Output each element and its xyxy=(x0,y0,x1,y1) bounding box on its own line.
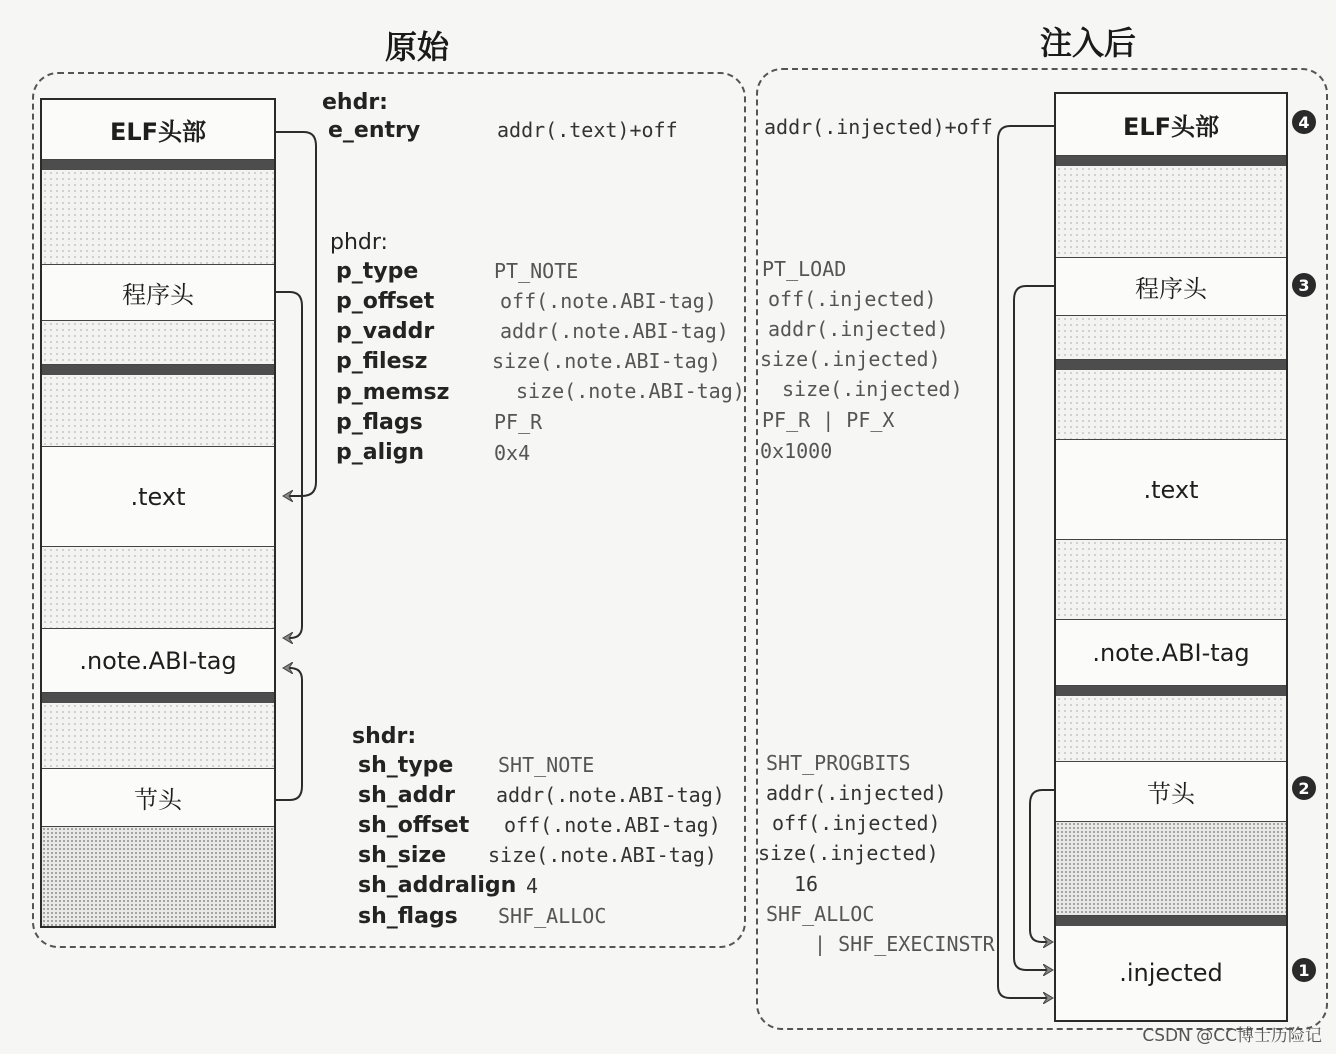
arrow-shdr-to-injected xyxy=(1030,790,1054,942)
sh-addralign-original-value: 4 xyxy=(526,874,539,898)
field-sh-flags: sh_flags xyxy=(358,904,458,929)
phdr-heading: phdr: xyxy=(330,230,388,255)
right-note-abi-tag: .note.ABI-tag xyxy=(1056,620,1286,686)
p-offset-injected-value: off(.injected) xyxy=(768,287,937,311)
sh-addr-original-value: addr(.note.ABI-tag) xyxy=(496,783,725,807)
field-p-flags: p_flags xyxy=(336,410,423,435)
badge-2: 2 xyxy=(1292,776,1316,800)
sh-size-original-value: size(.note.ABI-tag) xyxy=(488,843,717,867)
p-filesz-original-value: size(.note.ABI-tag) xyxy=(492,349,721,373)
p-type-original-value: PT_NOTE xyxy=(494,259,579,283)
right-text-section: .text xyxy=(1056,440,1286,540)
p-flags-original-value: PF_R xyxy=(494,410,543,434)
left-note-abi-tag: .note.ABI-tag xyxy=(42,629,274,693)
left-text-section: .text xyxy=(42,447,274,547)
p-align-original-value: 0x4 xyxy=(494,441,531,465)
field-sh-offset: sh_offset xyxy=(358,813,470,838)
sh-offset-original-value: off(.note.ABI-tag) xyxy=(504,813,721,837)
p-type-injected-value: PT_LOAD xyxy=(762,257,847,281)
p-align-injected-value: 0x1000 xyxy=(760,439,833,463)
right-program-headers: 程序头 xyxy=(1056,258,1286,316)
field-sh-size: sh_size xyxy=(358,843,447,868)
p-flags-injected-value: PF_R | PF_X xyxy=(762,408,895,432)
left-section-headers: 节头 xyxy=(42,769,274,827)
sh-flags-injected-continuation: | SHF_EXECINSTR xyxy=(814,932,995,956)
sh-addralign-injected-value: 16 xyxy=(794,872,819,896)
field-p-vaddr: p_vaddr xyxy=(336,319,435,344)
right-section-headers: 节头 xyxy=(1056,762,1286,822)
p-vaddr-original-value: addr(.note.ABI-tag) xyxy=(500,319,729,343)
arrow-entry-to-text xyxy=(276,132,316,496)
arrow-entry-to-injected xyxy=(998,126,1054,998)
field-sh-addralign: sh_addralign xyxy=(358,873,517,898)
field-sh-type: sh_type xyxy=(358,753,454,778)
field-p-filesz: p_filesz xyxy=(336,349,428,374)
injected-title: 注入后 xyxy=(1040,24,1137,62)
field-p-offset: p_offset xyxy=(336,289,435,314)
badge-1: 1 xyxy=(1292,958,1316,982)
watermark-credit: CSDN @CC博士历险记 xyxy=(1142,1026,1322,1046)
arrow-phdr-to-note xyxy=(276,292,302,638)
p-memsz-original-value: size(.note.ABI-tag) xyxy=(516,379,745,403)
left-elf-header: ELF头部 xyxy=(42,100,274,160)
arrow-shdr-to-note xyxy=(276,668,302,800)
sh-type-injected-value: SHT_PROGBITS xyxy=(766,751,911,775)
field-sh-addr: sh_addr xyxy=(358,783,455,808)
right-elf-header: ELF头部 xyxy=(1056,94,1286,156)
p-memsz-injected-value: size(.injected) xyxy=(782,377,963,401)
field-p-type: p_type xyxy=(336,259,419,284)
sh-size-injected-value: size(.injected) xyxy=(758,841,939,865)
right-injected-section: .injected xyxy=(1119,959,1223,987)
shdr-heading: shdr: xyxy=(352,724,417,749)
p-filesz-injected-value: size(.injected) xyxy=(760,347,941,371)
field-p-align: p_align xyxy=(336,440,425,465)
field-e-entry: e_entry xyxy=(328,118,421,143)
sh-addr-injected-value: addr(.injected) xyxy=(766,781,947,805)
field-p-memsz: p_memsz xyxy=(336,380,450,405)
badge-4: 4 xyxy=(1292,110,1316,134)
left-program-headers: 程序头 xyxy=(42,265,274,321)
p-offset-original-value: off(.note.ABI-tag) xyxy=(500,289,717,313)
badge-3: 3 xyxy=(1292,273,1316,297)
sh-type-original-value: SHT_NOTE xyxy=(498,753,595,777)
sh-offset-injected-value: off(.injected) xyxy=(772,811,941,835)
original-title: 原始 xyxy=(385,28,450,66)
e-entry-original-value: addr(.text)+off xyxy=(497,118,678,142)
p-vaddr-injected-value: addr(.injected) xyxy=(768,317,949,341)
ehdr-heading: ehdr: xyxy=(322,90,388,115)
e-entry-injected-value: addr(.injected)+off xyxy=(764,115,993,139)
arrow-phdr-to-injected xyxy=(1014,286,1054,970)
sh-flags-injected-value: SHF_ALLOC xyxy=(766,902,875,926)
sh-flags-original-value: SHF_ALLOC xyxy=(498,904,607,928)
